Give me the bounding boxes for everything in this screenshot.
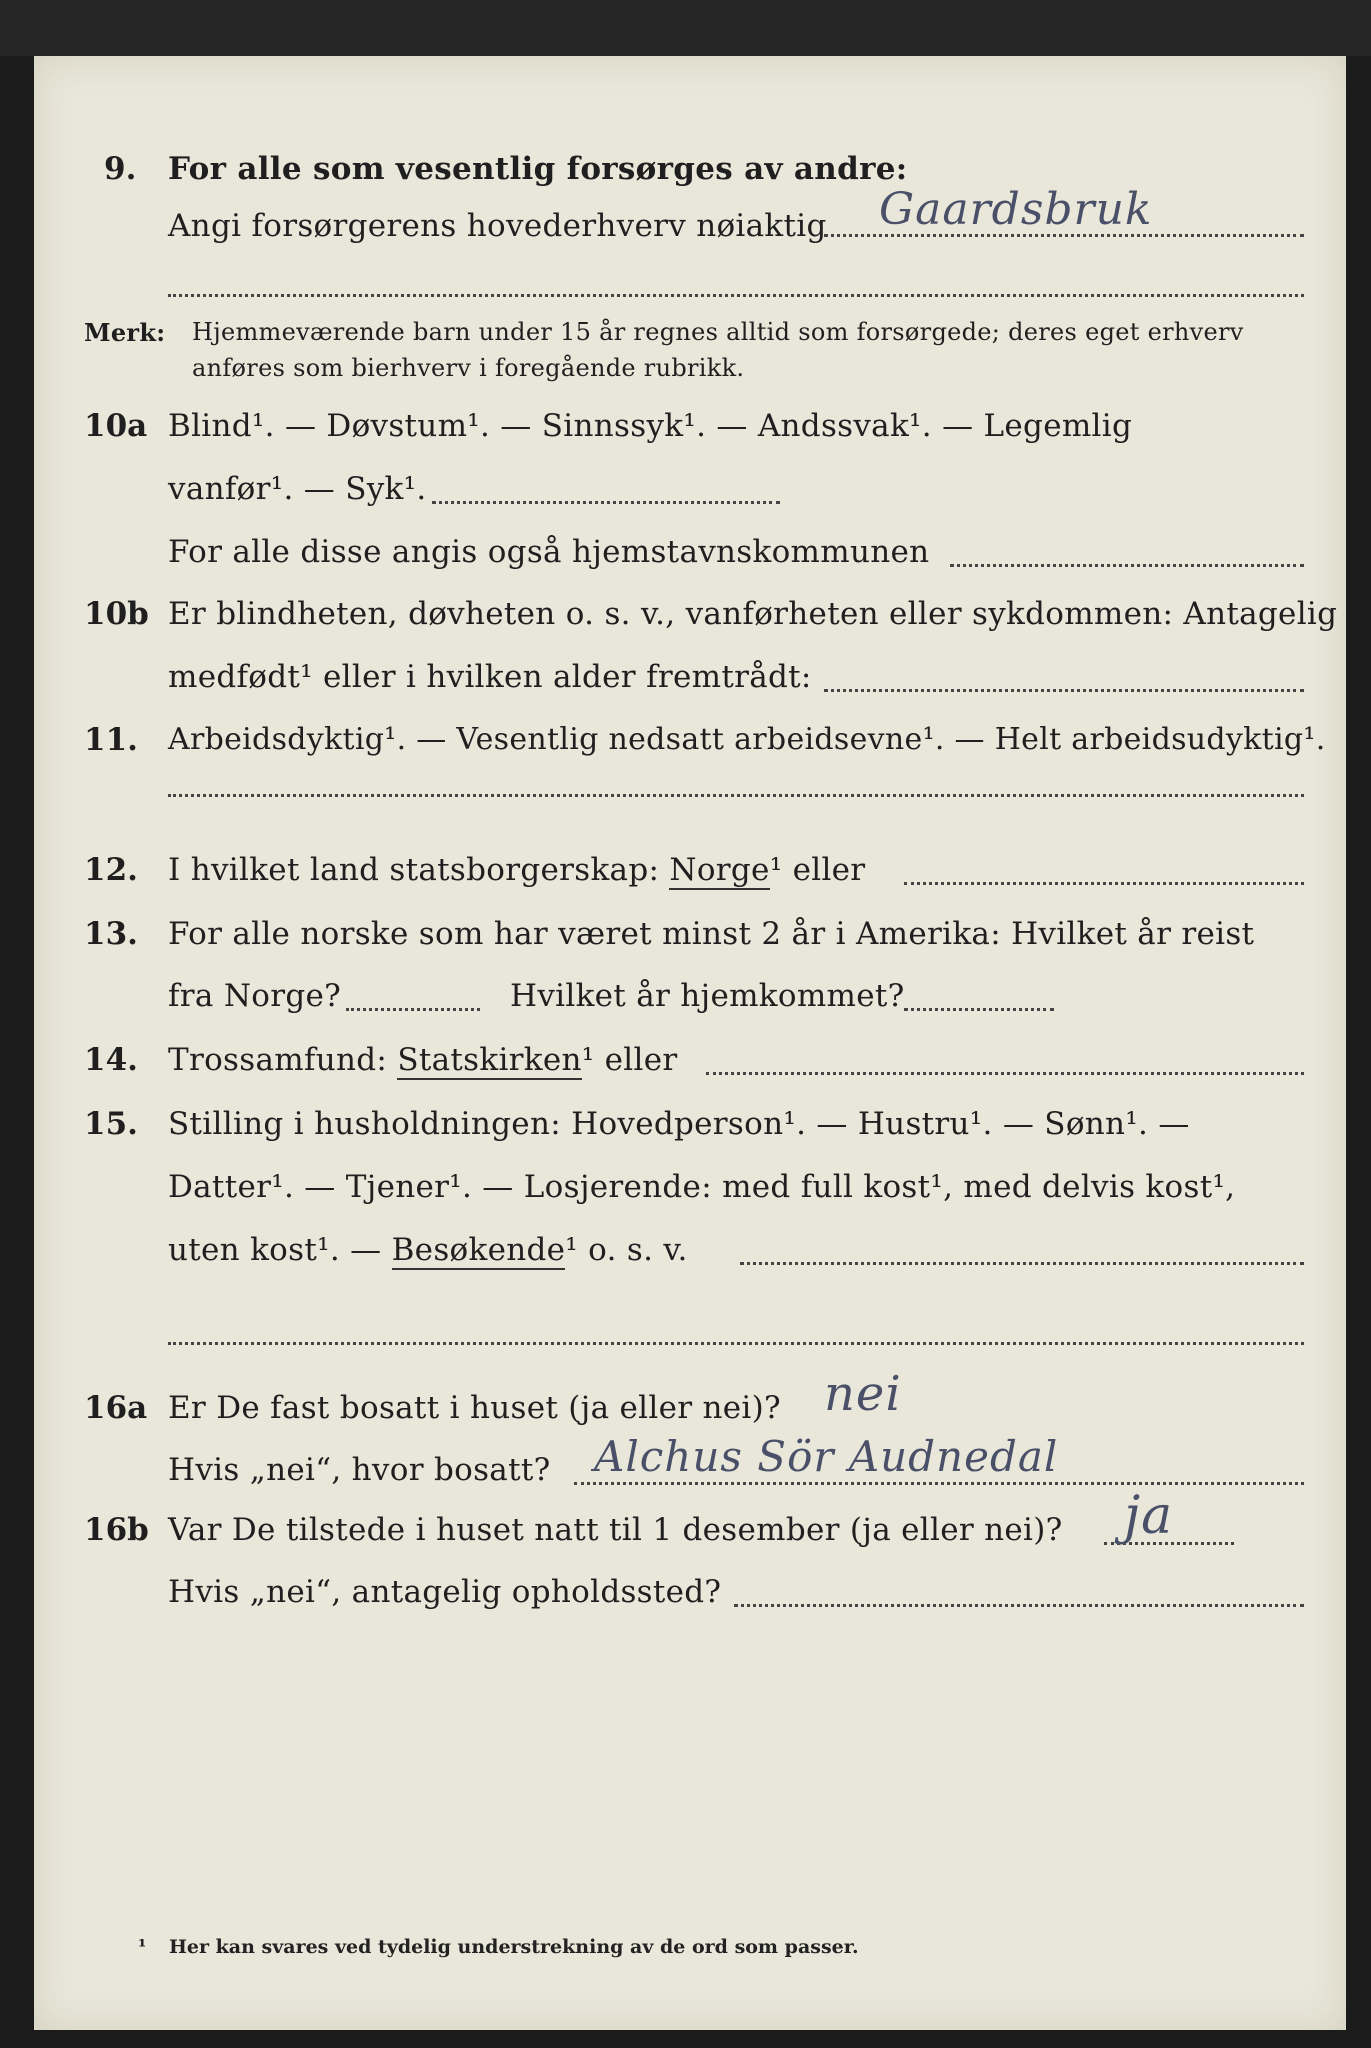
q13-line-2b: Hvilket år hjemkommet? <box>510 978 905 1014</box>
q9-handwritten-answer: Gaardsbruk <box>879 184 1153 235</box>
census-form-page <box>34 56 1346 2030</box>
q16a-handwritten-answer-1: nei <box>824 1366 902 1422</box>
q16b-number: 16b <box>84 1512 149 1548</box>
q9-question: Angi forsørgerens hovederhverv nøiaktig <box>168 208 827 244</box>
merk-line-1: Hjemmeværende barn under 15 år regnes alltid som forsørgede; deres eget erhverv <box>192 318 1244 346</box>
q10a-line-2: vanfør¹. — Syk¹. <box>168 471 427 507</box>
q10b-number: 10b <box>84 596 149 632</box>
q10a-number: 10a <box>84 408 148 444</box>
q13-line-1: For alle norske som har været minst 2 år i Amerika: Hvilket år reist <box>168 916 1255 952</box>
q10a-line-1: Blind¹. — Døvstum¹. — Sinnssyk¹. — Andssvak¹. — Legemlig <box>168 408 1133 444</box>
q14-number: 14. <box>84 1042 138 1078</box>
q10a-line-3: For alle disse angis også hjemstavnskommunen <box>168 534 930 570</box>
q10b-line-1: Er blindheten, døvheten o. s. v., vanførheten eller sykdommen: Antagelig <box>168 596 1338 632</box>
footnote <box>138 1936 859 1958</box>
q15-line-3-prefix: uten kost¹. — <box>168 1232 382 1268</box>
q12-choice-norge[interactable]: Norge <box>669 852 770 888</box>
q12-question <box>168 852 865 888</box>
q15-line-3-suffix: ¹ o. s. v. <box>565 1232 688 1268</box>
q12-suffix: ¹ eller <box>769 852 866 888</box>
q13-hjemkommet-line <box>904 1008 1054 1011</box>
q11-line-1: Arbeidsdyktig¹. — Vesentlig nedsatt arbeidsevne¹. — Helt arbeidsudyktig¹. <box>168 722 1326 757</box>
q16b-handwritten-answer: ja <box>1124 1486 1174 1546</box>
q10a-syk-line <box>432 501 780 504</box>
q10b-line-2: medfødt¹ eller i hvilken alder fremtrådt: <box>168 659 812 695</box>
q10a-kommune-line <box>950 564 1304 567</box>
q9-extra-line <box>168 294 1304 297</box>
q16a-number: 16a <box>84 1390 148 1426</box>
merk-line-2: anføres som bierhverv i foregående rubrikk. <box>192 354 745 382</box>
q15-number: 15. <box>84 1106 138 1142</box>
q15-answer-line <box>740 1262 1304 1265</box>
scan-top-border <box>0 0 1371 56</box>
q16a-line-1: Er De fast bosatt i huset (ja eller nei)? <box>168 1390 781 1426</box>
q9-heading: For alle som vesentlig forsørges av andre: <box>168 151 908 187</box>
q10b-answer-line <box>824 689 1304 692</box>
q12-answer-line <box>904 882 1304 885</box>
q15-extra-line <box>168 1342 1304 1345</box>
q14-answer-line <box>706 1072 1304 1075</box>
q12-number: 12. <box>84 852 138 888</box>
footnote-text: Her kan svares ved tydelig understrekning av de ord som passer. <box>168 1936 859 1958</box>
q15-choice-besokende[interactable]: Besøkende <box>391 1232 566 1268</box>
q11-answer-line <box>168 794 1304 797</box>
q15-line-3 <box>168 1232 688 1268</box>
footnote-mark: ¹ <box>138 1936 147 1958</box>
q15-line-2: Datter¹. — Tjener¹. — Losjerende: med full kost¹, med delvis kost¹, <box>168 1169 1236 1205</box>
q13-line-2a: fra Norge? <box>168 978 342 1014</box>
q12-question-text: I hvilket land statsborgerskap: <box>168 852 660 888</box>
q13-reist-line <box>346 1008 480 1011</box>
q16a-answer-line <box>574 1482 1304 1485</box>
q14-suffix: ¹ eller <box>581 1042 678 1078</box>
q14-question-text: Trossamfund: <box>168 1042 388 1078</box>
q14-question <box>168 1042 678 1078</box>
q11-number: 11. <box>84 722 138 758</box>
merk-label: Merk: <box>84 318 166 347</box>
q13-number: 13. <box>84 916 138 952</box>
q16a-handwritten-answer-2: Alchus Sör Audnedal <box>594 1432 1059 1481</box>
q16a-line-2: Hvis „nei“, hvor bosatt? <box>168 1452 551 1488</box>
q16b-line-2: Hvis „nei“, antagelig opholdssted? <box>168 1574 722 1610</box>
q16b-line-1: Var De tilstede i huset natt til 1 desember (ja eller nei)? <box>168 1512 1063 1548</box>
q15-line-1: Stilling i husholdningen: Hovedperson¹. — Hustru¹. — Sønn¹. — <box>168 1106 1190 1142</box>
q16b-opholdssted-line <box>734 1604 1304 1607</box>
q9-number: 9. <box>104 151 137 187</box>
q14-choice-statskirken[interactable]: Statskirken <box>397 1042 582 1078</box>
